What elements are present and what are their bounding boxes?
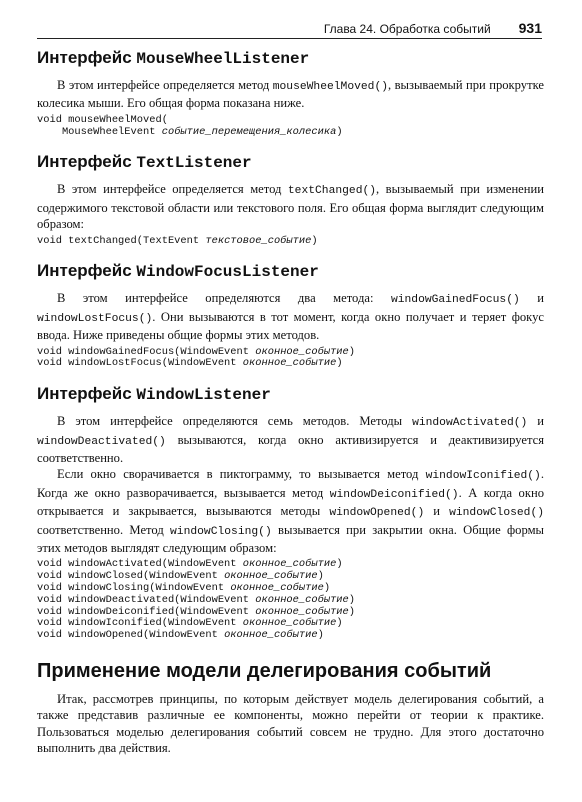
inline-code: windowOpened(): [329, 507, 425, 520]
section-heading: Интерфейс MouseWheelListener: [37, 48, 310, 68]
paragraph: В этом интерфейсе определяются семь методов. Методы windowActivated() и windowDeactivated() вызываются, когда окно активизируется и деактивизируется соответственно.: [37, 414, 545, 466]
paragraph: В этом интерфейсе определяется метод mouseWheelMoved(), вызываемый при прокрутке колесика мыши. Его общая форма показана ниже.: [37, 78, 544, 111]
inline-code: windowIconified(): [425, 470, 541, 483]
inline-code: windowLostFocus(): [37, 312, 153, 325]
code-param: оконное_событие: [255, 345, 349, 358]
page-number: 931: [518, 20, 542, 36]
page-body: [37, 46, 544, 757]
inline-code: windowDeactivated(): [37, 435, 166, 448]
inline-code: windowDeiconified(): [329, 488, 459, 501]
heading-code: WindowFocusListener: [136, 263, 319, 282]
code-param: событие_перемещения_колесика: [161, 125, 337, 138]
code-param: оконное_событие: [255, 605, 349, 618]
code-param: оконное_событие: [242, 617, 337, 630]
section-heading: Интерфейс TextListener: [37, 152, 252, 173]
inline-code: windowClosed(): [449, 507, 545, 520]
code-block: void windowGainedFocus(WindowEvent оконное_событие) void windowLostFocus(WindowEvent оконное_событие): [37, 345, 356, 370]
heading-code: TextListener: [136, 154, 252, 173]
running-header: [324, 20, 542, 36]
code-param: оконное_событие: [230, 582, 324, 595]
section-heading: Интерфейс WindowListener: [37, 384, 271, 405]
inline-code: textChanged(): [287, 185, 377, 198]
code-param: оконное_событие: [242, 558, 337, 571]
paragraph: Итак, рассмотрев принципы, по которым действует модель делегирования событий, а также представив различные ее компоненты, можно перейти от теории к практике. Пользоваться моделью делегирования событий совсем не трудно. Для этого достаточно выполнить два действия.: [37, 692, 544, 756]
code-param: оконное_событие: [224, 570, 318, 583]
paragraph: В этом интерфейсе определяется метод textChanged(), вызываемый при изменении содержимого текстовой области или текстового поля. Его общая форма выглядит следующим образом:: [37, 182, 544, 232]
heading-code: MouseWheelListener: [136, 50, 310, 68]
inline-code: mouseWheelMoved(): [272, 81, 388, 93]
header-rule: [37, 38, 542, 39]
inline-code: windowClosing(): [170, 525, 272, 538]
heading-code: WindowListener: [136, 386, 271, 405]
paragraph: Если окно сворачивается в пиктограмму, то вызывается метод windowIconified(). Когда же окно разворачивается, вызывается метод windowDeiconified(). А когда окно открывается и закрывается, вызываются методы windowOpened() и windowClosed() соответственно. Метод windowClosing() вызывается при закрытии окна. Общие формы этих методов выглядят следующим образом:: [37, 467, 545, 556]
inline-code: windowGainedFocus(): [390, 294, 520, 307]
paragraph: В этом интерфейсе определяются два метода: windowGainedFocus() и windowLostFocus(). Они вызываются в тот момент, когда окно получает и теряет фокус ввода. Ниже приведены общие формы этих методов.: [37, 291, 544, 343]
code-param: оконное_событие: [255, 593, 349, 606]
code-param: оконное_событие: [242, 357, 337, 370]
code-block: void mouseWheelMoved( MouseWheelEvent событие_перемещения_колесика): [37, 113, 343, 138]
code-block: void windowActivated(WindowEvent оконное_событие) void windowClosed(WindowEvent оконное_событие) void windowClosing(WindowEvent оконное_событие) void windowDeactivated(WindowEvent оконное_событие) void windowDeiconified(WindowEvent оконное_событие) void windowIconified(WindowEvent оконное_событие) void windowOpened(WindowEvent оконное_событие): [37, 558, 356, 642]
chapter-title: Глава 24. Обработка событий: [323, 22, 491, 36]
section-heading: Интерфейс WindowFocusListener: [37, 261, 319, 282]
code-param: текстовое_событие: [205, 234, 312, 247]
main-heading: Применение модели делегирования событий: [37, 660, 492, 683]
inline-code: windowActivated(): [412, 417, 528, 430]
code-param: оконное_событие: [224, 629, 318, 642]
code-block: void textChanged(TextEvent текстовое_событие): [37, 234, 318, 247]
